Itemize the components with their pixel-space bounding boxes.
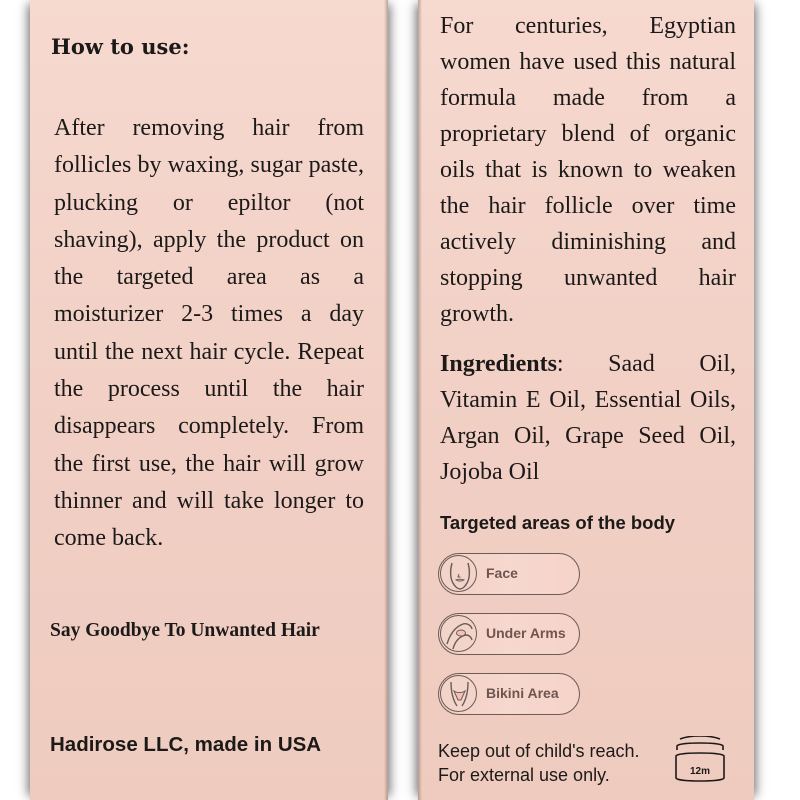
tagline: Say Goodbye To Unwanted Hair xyxy=(50,620,320,641)
ingredients-text: : Saad Oil, Vitamin E Oil, Essential Oils, Argan Oil, Grape Seed Oil, Jojoba Oil xyxy=(440,351,736,485)
area-badge-bikini xyxy=(438,673,580,715)
how-to-use-instructions: After removing hair from follicles by waxing, sugar paste, plucking or epiltor (not shaving), apply the product on the targeted area as a moisturizer 2-3 times a day until the next hair cycle. Repeat the process until the hair disappears completely. From the first use, the hair will grow thinner and will take longer to come back. xyxy=(54,115,364,552)
ingredients-list xyxy=(440,346,736,490)
product-description: For centuries, Egyptian women have used this natural formula made from a proprietary blend of organic oils that is known to weaken the hair follicle over time actively diminishing and stopping unwanted hair growth. xyxy=(440,13,736,327)
area-badge-under-arms xyxy=(438,613,580,655)
jar-shelf-life-icon xyxy=(672,736,728,786)
underarm-icon xyxy=(440,615,477,652)
how-to-use-heading: How to use: xyxy=(51,34,190,59)
ingredients-label: Ingredients xyxy=(440,351,557,377)
face-icon xyxy=(440,555,477,592)
warning-line-1: Keep out of child's reach. xyxy=(438,741,640,761)
area-label-bikini: Bikini Area xyxy=(486,685,559,701)
left-label-panel xyxy=(30,0,388,800)
area-label-under-arms: Under Arms xyxy=(486,625,566,641)
area-label-face: Face xyxy=(486,565,518,581)
bikini-icon xyxy=(440,675,477,712)
safety-warning xyxy=(438,739,640,787)
jar-volume-label: 12m xyxy=(689,766,710,777)
targeted-areas-heading: Targeted areas of the body xyxy=(440,512,676,533)
area-badge-face xyxy=(438,553,580,595)
company-info: Hadirose LLC, made in USA xyxy=(50,733,322,756)
right-label-panel xyxy=(418,0,754,800)
warning-line-2: For external use only. xyxy=(438,765,610,785)
